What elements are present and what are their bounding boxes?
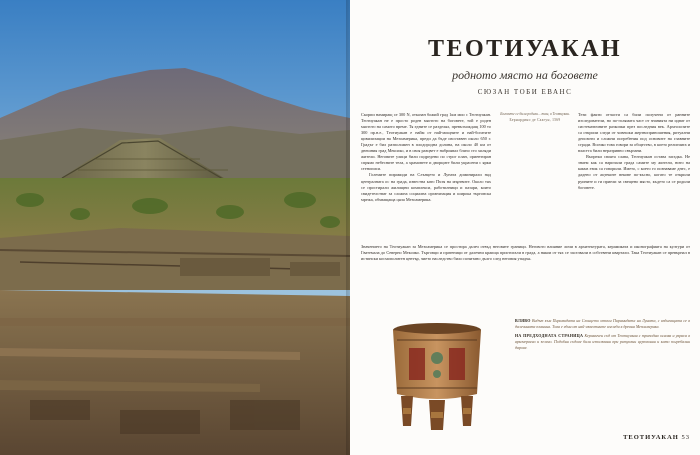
article-subtitle: родното място на боговете [452, 68, 598, 82]
article-page [350, 0, 700, 455]
epigraph-text: Боговете се били родили... там, в Теотиукан. [500, 112, 570, 116]
body-paragraph: Въпреки своята слава, Теотиуакан остава загадка. Не знаем как са наричали града самите му жители, нито на какъв език са говорили. Името, с което го познаваме днес, е дадено от ацтеките векове по-късно, когато те открили руините и ги приели за свещено място, където са се родили боговете. [578, 154, 690, 190]
page-folio [623, 434, 690, 441]
body-full-width [361, 244, 690, 304]
body-paragraph: Тези факти отчасти са били получени от ранните изследователи, но по-голямата част от знанията ни идват от систематичните разкопки през последния век. Археолозите са открили следи от човешки жертвоприношения, ритуални депозити и сложни погребения под основите на главните сгради. Всичко това говори за общество, в което религията и властта били неразривно свързани. [578, 112, 690, 154]
epigraph [498, 112, 572, 123]
note-lead: НА ПРЕДХОДНАТА СТРАНИЦА [515, 332, 584, 338]
note-body: Видът към Пирамидата на Слънцето откъм Пирамидата на Луната, с издигащата се в далечината планина. Това е един от най-известните изгледи в древна Мезоамерика. [515, 318, 691, 329]
note-body: Керамичен съд от Теотиуакан с триподна основа и украса в яркочервено и зелено. Подобни съдове били използвани при ритуални церемонии и като погребални дарове. [515, 332, 690, 350]
note-previous-page [515, 333, 690, 351]
article-author: СЮЗАН ТОБИ ЕВАНС [477, 88, 573, 96]
folio-label: ТЕОТИУАКАН [623, 434, 679, 441]
note-lead: ВЛЯВО [515, 318, 531, 323]
folio-number: 53 [681, 434, 690, 441]
image-notes [515, 318, 690, 354]
tripod-vessel-image [367, 318, 507, 434]
epigraph-source: Бернардино де Саагун, 1569 [509, 118, 561, 122]
body-paragraph: Значението на Теотиуакан за Мезоамерика се простира далеч отвъд неговите граници. Неговото влияние личи в архитектурата, керамиката и иконографията на култури от Гватемала до Северно Мексико. Търговци и пратеници от далечни краища пристигали в града, а някои от тях се заселвали в собствени квартали. Така Теотиуакан се превърнал в истински космополитен център, чието наследство било почитано дълго след неговия упадък. [361, 244, 690, 262]
body-paragraph: Скорпи намиращ се 300 N, отказан божий град 1км мио с Теотиуакан. Теотиуакан не е просто роден мястото на боговете, той е роден мястото на самото време. Тя едните се разделял, превъзхождащ 100 то 300 пр.н.е., Теотиуакан е найм от най-мощните и най-богатите цивилизации на Мезоамерика, преди да бъде изоставен около 650 г. Градът е бил разположен в плодородна долина, на около 40 км от днешния град Мексико, и в своя разцвет е наброявал близо сто хиляди жители. Неговите улици били подредени по строг план, ориентиран спрямо небесните тела, а храмовете и дворците били украсени с ярки стенописи. [361, 112, 491, 172]
note-left-photo [515, 318, 690, 330]
body-paragraph: Големите пирамиди на Слънцето и Луната доминирали над централната ос на града, известна като Пътя на мъртвите. Около тях се простирали жилищни комплекси, работилници и пазари, които свидетелстват за сложна социална организация и широка търговска мрежа, обхващаща цяла Мезоамерика. [361, 172, 491, 202]
article-title: ТЕОТИУАКАН [427, 36, 623, 62]
